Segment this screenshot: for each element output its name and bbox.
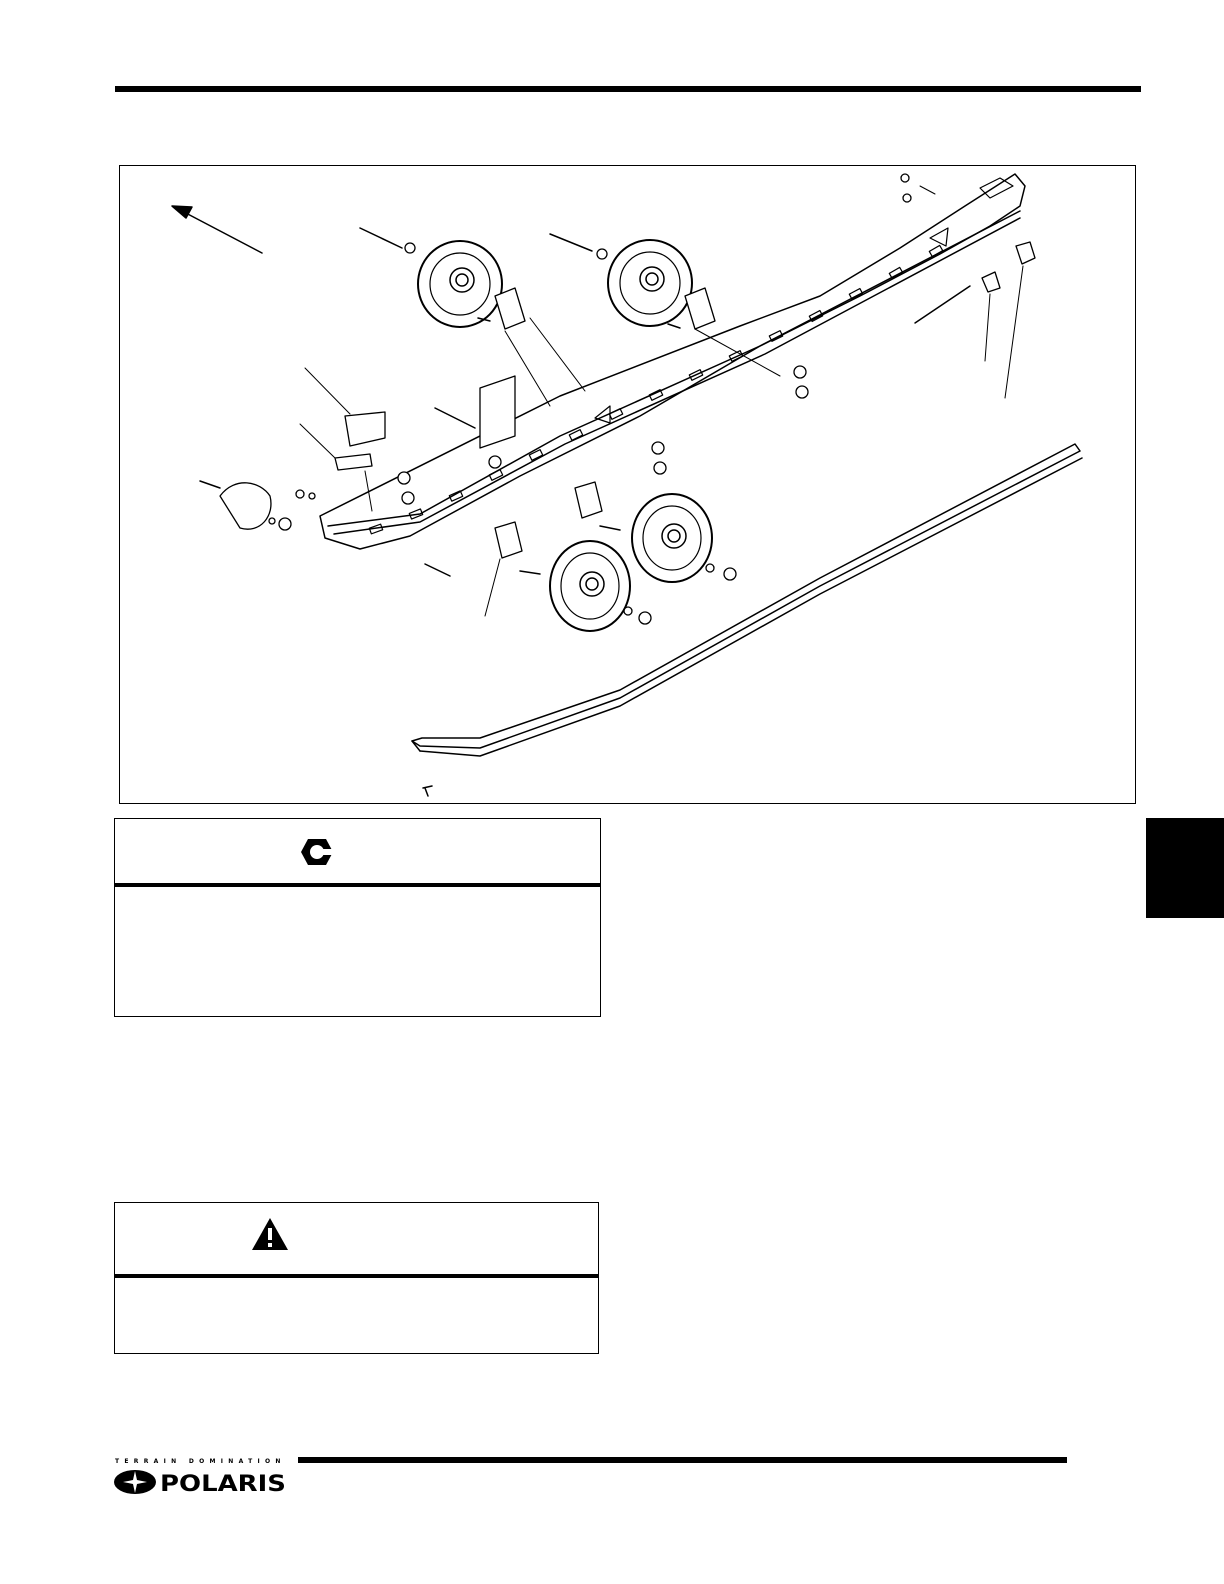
tool-callout: [114, 818, 601, 1017]
suspension-rail-illustration: [120, 166, 1137, 805]
header-rule: [115, 86, 1141, 92]
polaris-logo: [113, 1468, 289, 1496]
footer-rule: [298, 1457, 1067, 1463]
brand-name: POLARIS: [160, 1472, 286, 1496]
slide-rail: [412, 444, 1082, 796]
idler-wheel-icon: [608, 240, 692, 326]
idler-wheel-icon: [550, 541, 630, 631]
brand-tagline: TERRAIN DOMINATION: [115, 1458, 286, 1465]
warning-callout-header: [115, 1203, 598, 1278]
chapter-tab: [1146, 818, 1224, 918]
idler-wheel-icon: [418, 241, 502, 327]
wrench-icon: [299, 837, 335, 867]
warning-callout: [114, 1202, 599, 1354]
tool-callout-header: [115, 819, 600, 887]
exploded-view-figure: [119, 165, 1136, 804]
suspension-rail: [320, 174, 1025, 549]
direction-arrow-icon: [172, 206, 262, 253]
warning-triangle-icon: [251, 1217, 289, 1251]
idler-wheel-icon: [632, 494, 712, 582]
